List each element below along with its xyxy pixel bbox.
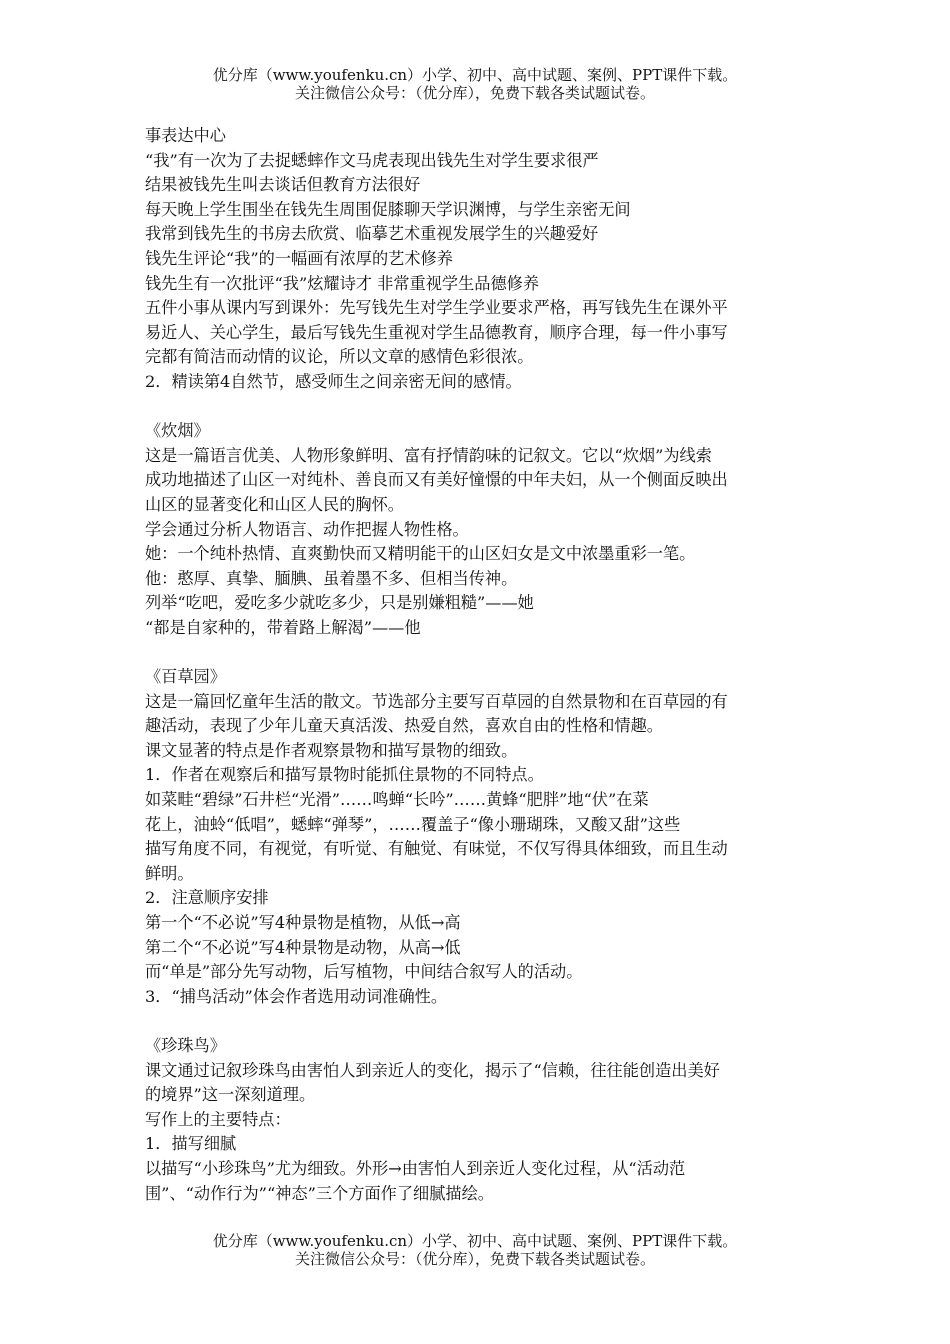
blank-line: [145, 395, 810, 420]
header-line-2: 关注微信公众号：（优分库），免费下载各类试题试卷。: [294, 84, 655, 102]
text-line: 她：一个纯朴热情、直爽勤快而又精明能干的山区妇女是文中浓墨重彩一笔。: [145, 544, 696, 564]
text-line: 《炊烟》: [145, 421, 210, 441]
document-body: [145, 124, 810, 1206]
text-line: 课文显著的特点是作者观察景物和描写景物的细致。: [145, 740, 518, 760]
blank-line: [145, 1009, 810, 1034]
text-line: 列举“吃吧，爱吃多少就吃多少，只是别嫌粗糙”——她: [145, 593, 534, 613]
text-line: 事表达中心: [145, 126, 226, 145]
text-line: 结果被钱先生叫去谈话但教育方法很好: [145, 175, 421, 195]
text-line: 《珍珠鸟》: [145, 1035, 226, 1055]
text-line: 2．精读第4自然节，感受师生之间亲密无间的感情。: [145, 371, 522, 391]
text-line: 山区的显著变化和山区人民的胸怀。: [145, 494, 404, 514]
text-line: 趣活动，表现了少年儿童天真活泼、热爱自然，喜欢自由的性格和情趣。: [145, 716, 663, 736]
text-line: 描写角度不同，有视觉，有听觉、有触觉、有味觉，不仅写得具体细致，而且生动: [145, 839, 728, 859]
text-line: 花上，油蛉“低唱”，蟋蟀“弹琴”，……覆盖子“像小珊瑚珠，又酸又甜”这些: [145, 814, 681, 834]
text-line: “都是自家种的，带着路上解渴”——他: [145, 617, 421, 637]
text-line: 这是一篇语言优美、人物形象鲜明、富有抒情韵味的记叙文。它以“炊烟”为线索: [145, 445, 712, 465]
page-footer: [0, 1232, 950, 1268]
text-line: 的境界”这一深刻道理。: [145, 1085, 316, 1105]
header-line-1: 优分库（www.youfenku.cn）小学、初中、高中试题、案例、PPT课件下载。: [212, 66, 738, 84]
text-line: 我常到钱先生的书房去欣赏、临摹艺术重视发展学生的兴趣爱好: [145, 224, 599, 244]
text-line: 第一个“不必说”写4种景物是植物，从低→高: [145, 913, 461, 932]
text-line: 1．描写细腻: [145, 1134, 237, 1154]
page-header: [0, 66, 950, 102]
text-line: 钱先生有一次批评“我”炫耀诗才 非常重视学生品德修养: [145, 273, 540, 293]
blank-line: [145, 640, 810, 665]
text-line: 学会通过分析人物语言、动作把握人物性格。: [145, 519, 469, 539]
text-line: 2．注意顺序安排: [145, 888, 269, 908]
text-line: 如菜畦“碧绿”石井栏“光滑”……鸣蝉“长吟”……黄蜂“肥胖”地“伏”在菜: [145, 790, 649, 810]
text-line: 写作上的主要特点：: [145, 1109, 291, 1129]
text-line: 钱先生评论“我”的一幅画有浓厚的艺术修养: [145, 248, 453, 268]
text-line: 第二个“不必说”写4种景物是动物，从高→低: [145, 937, 461, 957]
text-line: 鲜明。: [145, 863, 194, 883]
text-line: 《百草园》: [145, 667, 226, 687]
text-line: 而“单是”部分先写动物，后写植物，中间结合叙写人的活动。: [145, 962, 583, 982]
text-line: 围”、“动作行为”“神态”三个方面作了细腻描绘。: [145, 1183, 494, 1203]
text-line: 每天晚上学生围坐在钱先生周围促膝聊天学识渊博，与学生亲密无间: [145, 199, 631, 219]
text-line: 以描写“小珍珠鸟”尤为细致。外形→由害怕人到亲近人变化过程，从“活动范: [145, 1158, 686, 1178]
text-line: 五件小事从课内写到课外：先写钱先生对学生学业要求严格，再写钱先生在课外平: [145, 298, 728, 318]
footer-line-2: 关注微信公众号：（优分库），免费下载各类试题试卷。: [294, 1250, 655, 1268]
footer-line-1: 优分库（www.youfenku.cn）小学、初中、高中试题、案例、PPT课件下载。: [212, 1232, 738, 1250]
text-line: 课文通过记叙珍珠鸟由害怕人到亲近人的变化，揭示了“信赖，往往能创造出美好: [145, 1060, 720, 1080]
text-line: “我”有一次为了去捉蟋蟀作文马虎表现出钱先生对学生要求很严: [145, 150, 599, 170]
text-line: 完都有简洁而动情的议论，所以文章的感情色彩很浓。: [145, 347, 534, 367]
text-line: 他：憨厚、真挚、腼腆、虽着墨不多、但相当传神。: [145, 568, 518, 588]
text-line: 1．作者在观察后和描写景物时能抓住景物的不同特点。: [145, 765, 544, 785]
text-line: 3．“捕鸟活动”体会作者选用动词准确性。: [145, 986, 448, 1006]
text-line: 易近人、关心学生，最后写钱先生重视对学生品德教育，顺序合理，每一件小事写: [145, 322, 728, 342]
text-line: 成功地描述了山区一对纯朴、善良而又有美好憧憬的中年夫妇，从一个侧面反映出: [145, 470, 728, 490]
text-line: 这是一篇回忆童年生活的散文。节选部分主要写百草园的自然景物和在百草园的有: [145, 691, 728, 711]
